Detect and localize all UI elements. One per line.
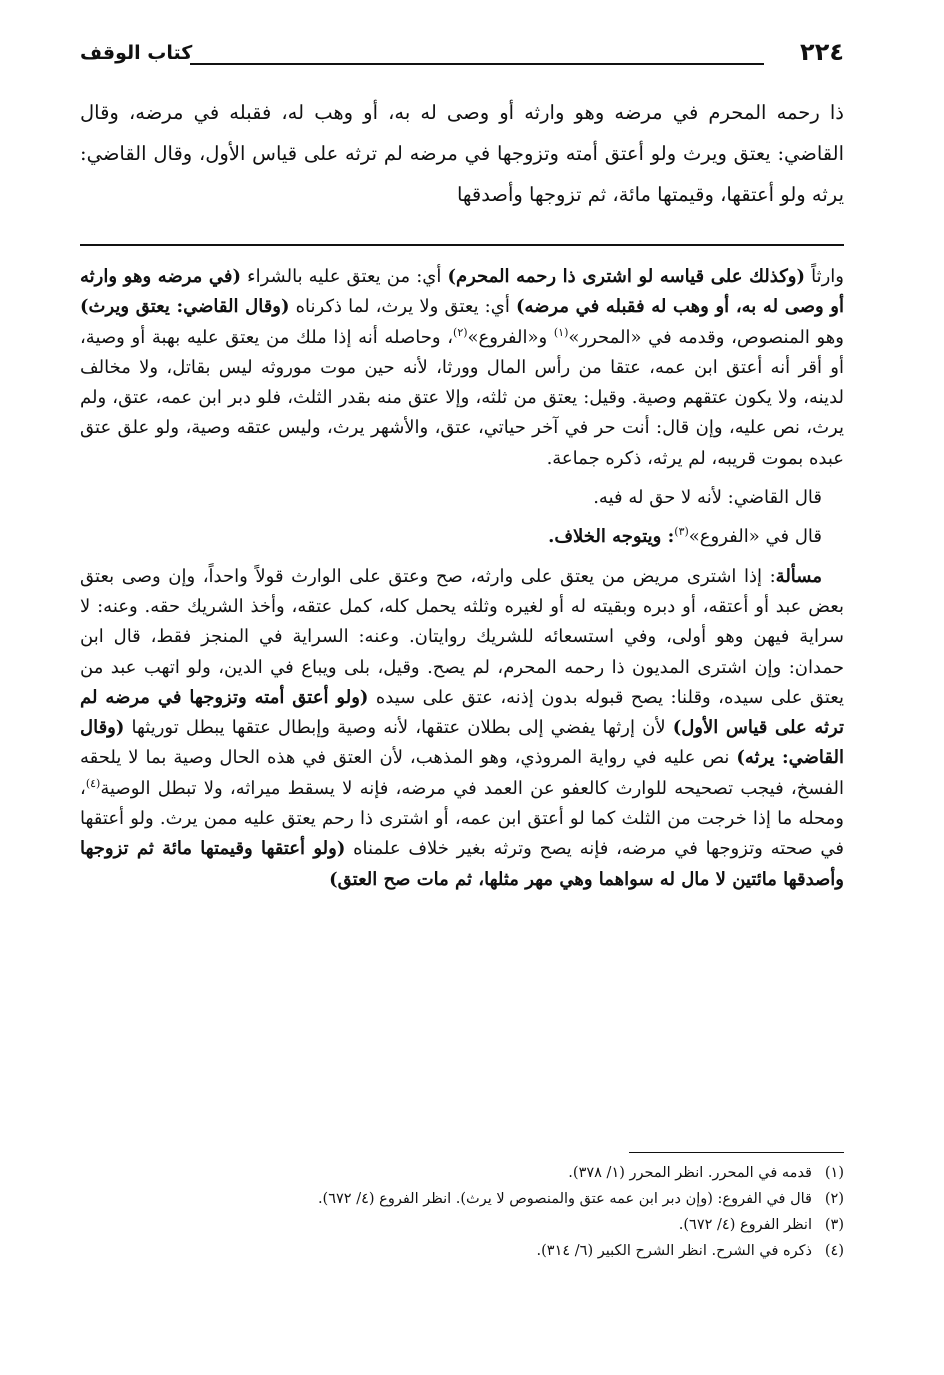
issue-heading: مسألة [775, 565, 822, 587]
footnote-number: (٤) [824, 1243, 844, 1259]
commentary-text: ، وحاصله أنه إذا ملك من يعتق عليه بهبة أو وصية، أو أقر أنه أعتق ابن عمه، عتقا من رأس المال وورثا، لأنه حين موت موروثه ليس بقاتل، ولا مخالف لدينه، ولا يكون عتقهم وصية. وقيل: يعتق من ثلثه، وإلا عتق منه بقدر الثلث، فلو دبر ابن عمه، عتق، ولم يرث، نص عليه، وإن قال: أنت حر في آخر حياتي، عتق، والأشهر يرث، وليس عتقه وصية، ولو علق عتق عبده بموت قريبه، لم يرثه، ذكره جماعة. [80, 326, 844, 469]
commentary-text: قال في «الفروع» [688, 526, 822, 548]
commentary-text: و«الفروع» [467, 326, 554, 348]
footnote-text: قدمه في المحرر. انظر المحرر (١/ ٣٧٨). [568, 1165, 812, 1181]
footnote-2 [80, 1186, 844, 1212]
quoted-main-text: (وقال القاضي: يعتق ويرث) [80, 296, 290, 318]
footnote-ref-2[interactable]: (٢) [453, 325, 468, 339]
footnotes [80, 1160, 844, 1264]
commentary-text: نص عليه في رواية المروذي، وهو المذهب، لأن العتق في هذه الحال وصية بما لا يلحقه الفسخ، فيجب تصحيحه للوارث كالعفو عن العمد في مرضه، فإنه لا يسقط ميراثه، ولا تبطل الوصية [80, 747, 845, 799]
commentary-paragraph-4 [80, 562, 844, 895]
book-title: كتاب الوقف [80, 42, 193, 64]
quoted-main-text: (وقال القاضي: يرثه) [80, 717, 844, 769]
footnote-3 [80, 1212, 844, 1238]
footnote-text: ذكره في الشرح. انظر الشرح الكبير (٦/ ٣١٤). [536, 1243, 812, 1259]
footnote-ref-4[interactable]: (٤) [85, 776, 101, 790]
commentary-text: أي: من يعتق عليه بالشراء [241, 266, 448, 287]
footnote-4 [80, 1238, 844, 1264]
footnote-number: (٣) [824, 1217, 844, 1233]
quoted-main-text: (في مرضه وهو وارثه أو وصى له به، أو وهب له فقبله في مرضه) [80, 266, 845, 318]
page-header [80, 38, 844, 72]
footnote-text: انظر الفروع (٤/ ٦٧٢). [678, 1217, 812, 1233]
footnote-number: (١) [824, 1165, 844, 1181]
commentary-text: أي: يعتق ولا يرث، لما ذكرناه [289, 296, 516, 318]
footnote-1 [80, 1160, 844, 1186]
commentary [80, 262, 844, 895]
commentary-text: : إذا اشترى مريض من يعتق على وارثه، صح وعتق على الوارث قولاً واحداً، وإن وصى بعتق بعض عبد أو أعتقه، أو دبره وبقيته له أو لغيره وثلثه يحمل كله، كمل عتقه، وأخذ الشريك حقه. وعنه: لا سراية فيهن وهو أولى، وفي استسعائه للشريك روايتان. وعنه: السراية في المنجز فقط، قال ابن حمدان: وإن اشترى المديون ذا رحمه المحرم، لم يصح. وقيل، بلى ويباع في الدين، ولو اتهب عبد من يعتق على سيده، وقلنا: يصح قبوله بدون إذنه، عتق على سيده [80, 565, 844, 708]
commentary-text: وارثاً [805, 266, 844, 287]
main-text: ذا رحمه المحرم في مرضه وهو وارثه أو وصى له به، أو وهب له، فقبله في مرضه، وقال القاضي: يعتق ويرث ولو أعتق أمته وتزوجها في مرضه لم ترثه على قياس الأول، وقال القاضي: يرثه ولو أعتقها، وقيمتها مائة، ثم تزوجها وأصدقها [80, 101, 844, 206]
header-divider [190, 63, 764, 65]
commentary-text: ، ومحله ما إذا خرجت من الثلث كما لو أعتق ابن عمه، أو اشترى ذا رحم يعتق عليه ممن يرث. ولو أعتقها في صحته وتزوجها في مرضه، فإنه يصح وترثه بغير خلاف علمناه [80, 777, 844, 860]
commentary-text: وهو المنصوص، وقدمه في «المحرر» [568, 326, 844, 348]
commentary-text: : ويتوجه الخلاف. [548, 526, 675, 548]
quoted-main-text: (وكذلك على قياسه لو اشترى ذا رحمه المحرم) [447, 266, 806, 287]
quoted-main-text: (ولو أعتق أمته وتزوجها في مرضه لم ترثه على قياس الأول) [80, 686, 844, 739]
footnote-ref-1[interactable]: (١) [553, 325, 569, 339]
footnote-divider [629, 1152, 844, 1153]
commentary-paragraph-3 [80, 522, 844, 552]
quoted-main-text: (ولو أعتقها وقيمتها مائة ثم تزوجها وأصدقها مائتين لا مال له سواهما وهي مهر مثلها، ثم مات صح العتق) [80, 838, 844, 890]
main-text-divider [80, 244, 844, 246]
commentary-paragraph-1 [80, 262, 844, 474]
page-number: ٢٢٤ [800, 38, 844, 66]
commentary-text: لأن إرثها يفضي إلى بطلان عتقها، لأنه وصية وإبطال عتقها يبطل توريثها [124, 717, 673, 739]
commentary-paragraph-2: قال القاضي: لأنه لا حق له فيه. [593, 487, 822, 509]
footnote-ref-3[interactable]: (٣) [674, 525, 689, 539]
footnote-number: (٢) [824, 1191, 844, 1207]
footnote-text: قال في الفروع: (وإن دبر ابن عمه عتق والمنصوص لا يرث). انظر الفروع (٤/ ٦٧٢). [317, 1191, 812, 1207]
